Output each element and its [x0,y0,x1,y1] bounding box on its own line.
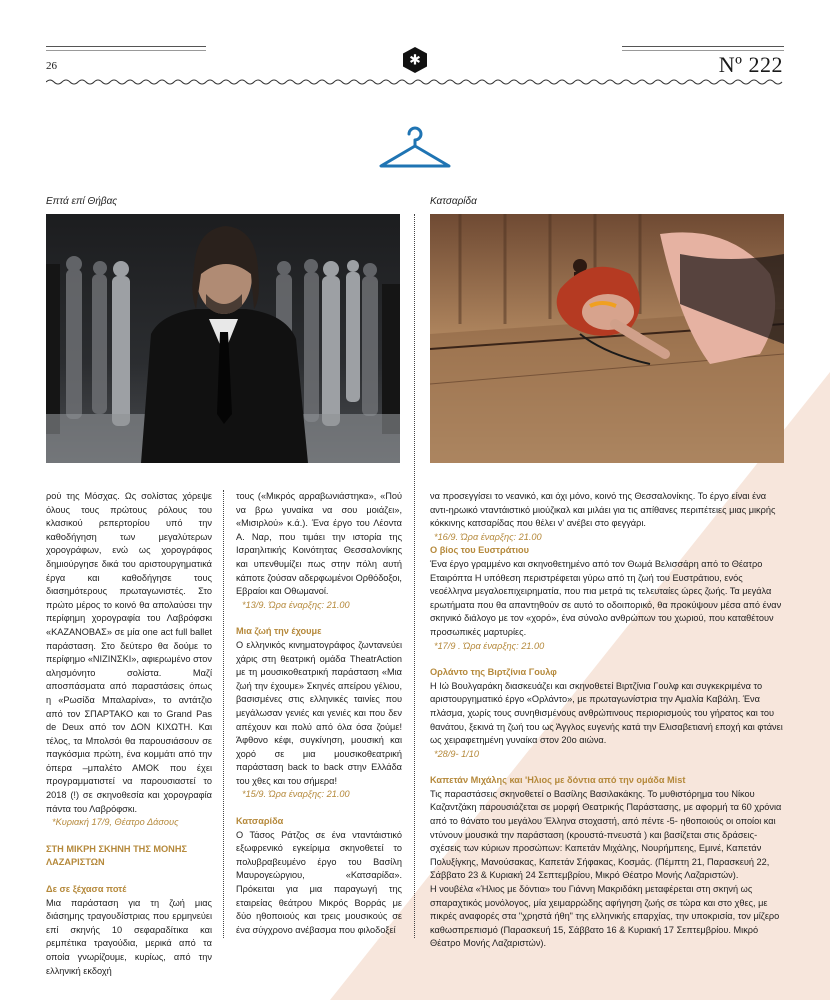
photo-seven-against-thebes [46,214,400,463]
event-date: *17/9 . Ώρα έναρξης: 21.00 [434,640,545,651]
issue-number: Nº 222 [718,52,783,77]
body-paragraph: να προσεγγίσει το νεανικό, και όχι μόνο, κοινό της Θεσσαλονίκης. Το έργο είναι ένα αντι-ηρωικό νταντάιστικό μιούζικαλ και μιλάει για τις απίθανες περιπέτειες μιας μικρής κόκκινης κατσαρίδας που θέλει ν' ανέβει στο φεγγάρι. [430,491,776,529]
photo-katsarida [430,214,784,463]
svg-text:✱: ✱ [409,52,421,69]
event-heading: Καπετάν Μιχάλης και 'Ηλιος με δόντια από την ομάδα Mist [430,775,686,786]
body-paragraph: Ο ελληνικός κινηματογράφος ζωντανεύει χάρις στη θεατρική ομάδα TheatrAction με τη μουσικοθεατρική παράσταση «Μια ζωή την έχουμε» Σκηνές απείρου γέλιου, βασισμένες στις ελληνικές ταινίες που μεγάλωσαν γενιές και γενιές και που δεν απέχουν και πολύ από όλα όσα ζούμε! Άφθονο κέφι, συγκίνηση, μουσική και χορό σε μια μουσικοθεατρική παράσταση back to back στην Ελλάδα του χθες και του σήμερα! [236,639,402,786]
event-date: *15/9. Ώρα έναρξης: 21.00 [242,789,350,800]
body-paragraph: τους («Μικρός αρραβωνιάστηκα», «Πού να βρω γυναίκα να σου μοιάζει», «Μισιρλού» κ.ά.). Ένα έργο του Λέοντα Α. Ναρ, που τιμάει την ιστορία της Ισραηλιτικής Κοινότητας Θεσσαλονίκης και υπενθυμίζει πως στην πόλη αυτή κάποτε ζούσαν αδερφωμένοι Ορθόδοξοι, Εβραίοι και Οθωμανοί. [236,491,402,597]
body-paragraph: Τις παραστάσεις σκηνοθετεί ο Βασίλης Βασιλακάκης. Το μυθιστόρημα του Νίκου Καζαντζάκη παρουσιάζεται σε μορφή Θεατρικής Παράστασης, με αφορμή τα 60 χρόνια από το θάνατο του μεγάλου Έλληνα στοχαστή, από πέντε -5- ηθοποιούς οι οποίοι και ντύνουν μουσικά την παράσταση (κρουστά-πνευστά ) και βασίζεται στις δράσεις-σχέσεις των κύριων προσώπων: Καπετάν Μιχάλης, Νουρήμπεης, Εμινέ, Καπετάν Πολυξίγκης, Μανούσακας, Καπετάν Σήφακας, Κοσμάς. (Πέμπτη 21, Παρασκευή 22, Σάββατο 23 & Κυριακή 24 Σεπτεμβρίου, Μικρό Θέατρο Μονής Λαζαριστών). [430,788,782,881]
header-wavy-rule [46,78,784,86]
header-rule-right [622,46,784,47]
page-number: 26 [46,60,57,72]
left-column-2 [236,490,402,937]
event-heading: Ορλάντο της Βιρτζίνια Γουλφ [430,667,557,678]
event-heading: Ο βίος του Ευστράτιου [430,545,529,556]
hanger-icon [378,126,452,172]
event-date: *13/9. Ώρα έναρξης: 21.00 [242,599,350,610]
header-rule-left-2 [46,50,206,51]
body-paragraph: Η νουβέλα «Ήλιος με δόντια» του Γιάννη Μακριδάκη μεταφέρεται στη σκηνή ως σπαραχτικός μονόλογος, μία χειμαρρώδης αφήγηση ζωής σε τώρα και στο χθες, με πικρές αναφορές στα "χρηστά ήθη" της ελληνικής επαρχίας, την υποκρισία, τον μίζερο καθωσπρεπισμό (Παρασκευή 15, Σάββατο 16 & Κυριακή 17 Σεπτεμβρίου. Μικρό Θέατρο Μονής Λαζαριστών). [430,884,780,949]
body-paragraph: Μια παράσταση για τη ζωή μιας διάσημης τραγουδίστριας που ερμηνεύει επί σκηνής 10 σεφαραδίτικα και ρεμπέτικα τραγούδια, μερικά από τα οποία γνωρίζουμε, κυρίως, από την ελληνική εκδοχή [46,897,212,976]
event-date: *28/9- 1/10 [434,748,479,759]
body-paragraph: Η Ιώ Βουλγαράκη διασκευάζει και σκηνοθετεί Βιρτζίνια Γουλφ και συγκεκριμένα το αριστουργηματικό έργο «Ορλάντο», με πρωταγωνίστρια την Αμαλία Καβάλη. Ένα πλάσμα, χωρίς τους συνηθισμένους ανθρώπινους περιορισμούς του γήρατος και του θανάτου, ξεκινά τη ζωή του ως Άγγλος ευγενής κατά την Ελισαβετιανή εποχή και φτάνει ως χειραφετημένη γυναίκα στον 20ο αιώνα. [430,680,783,746]
right-column [430,490,784,951]
body-paragraph: ρού της Μόσχας. Ως σολίστας χόρεψε όλους τους πρώτους ρόλους του κλασικού ρεπερτορίου υπό την καθοδήγηση των μεγαλύτερων χορογράφων, ενώ ως χορογράφος δημιούργησε δικά του αριστουργηματικά έργα και καθοδήγησε τους διασημότερους πρωταγωνιστές. Στο πρώτο μέρος το κοινό θα απολαύσει την περίφημη χορογραφία του Λαβρόφσκι «ΚΑΖΑΝΟΒΑΣ» σε μία one act full ballet παράσταση. Στο δεύτερο θα δούμε το περίφημο «ΝΙΖΙΝΣΚΙ», αφιερωμένο στον αλησμόνητο σολίστα. Μαζί αποσπάσματα από παραστάσεις όπως η «Ρωσίδα Μπαλαρίνα», το αντάτζιο από τον ΣΠΑΡΤΑΚΟ και το Grand Pas de Deux από τον ΔΟΝ ΚΙΧΩΤΗ. Και τέλος, τα Μπολσόι θα παρουσιάσουν σε παγκόσμια πρώτη, ένα κομμάτι από την όπερα –μπαλέτο ΑΜΟΚ που έχει προγραμματιστεί να παρουσιαστεί το 2018 (!) σε σκηνοθεσία και χορογραφία πάντα του Λαβρόφσκι. [46,491,212,814]
column-divider-left [223,490,224,938]
header-rule-left [46,46,206,47]
right-section-label: Κατσαρίδα [430,196,477,207]
left-section-label: Επτά επί Θήβας [46,196,118,207]
left-column-1 [46,490,212,978]
section-heading: ΣΤΗ ΜΙΚΡΗ ΣΚΗΝΗ ΤΗΣ ΜΟΝΗΣ ΛΑΖΑΡΙΣΤΩΝ [46,843,187,868]
body-paragraph: Ένα έργο γραμμένο και σκηνοθετημένο από τον Θωμά Βελισσάρη από το Θέατρο Εταιρόπτα Η υπόθεση περιστρέφεται γύρω από τη ζωή του Ευστράτιου, ενός νεοέλληνα μεγαλοεπιχειρηματία, που πια μετρά τις τελευταίες ώρες ζωής. Τα μεγάλα ερωτήματα που θα απαντηθούν σε αυτό το οδοιπορικό, θα προκύψουν μέσα από έναν σκηνικό διάλογο με τον «χορό», ένα σύνολο ανθρώπων του χωριού, που καταθέτουν προσωπικές μαρτυρίες. [430,558,782,637]
body-paragraph: Ο Τάσος Ράτζος σε ένα νταντάιστικό εξωφρενικό εγκείριμα σκηνοθετεί το πολυβραβευμένο έργο του Βασίλη Μαυρογεώργιου, «Κατσαρίδα». Πρόκειται για μια παραγωγή της εταιρείας θεάτρου Μικρός Βορράς με δύο ηθοποιούς και τρεις μουσικούς σε ένα σύγχρονο ανέβασμα που φιλοδοξεί [236,829,402,935]
header-rule-right-2 [622,50,784,51]
event-heading: Κατσαρίδα [236,816,284,827]
event-heading: Μια ζωή την έχουμε [236,626,322,637]
event-date: *Κυριακή 17/9, Θέατρο Δάσους [52,817,179,828]
asterisk-hexagon-icon [402,46,428,74]
column-divider-center [414,214,415,938]
event-date: *16/9. Ώρα έναρξης: 21.00 [434,531,542,542]
event-heading: Δε σε ξέχασα ποτέ [46,884,127,895]
